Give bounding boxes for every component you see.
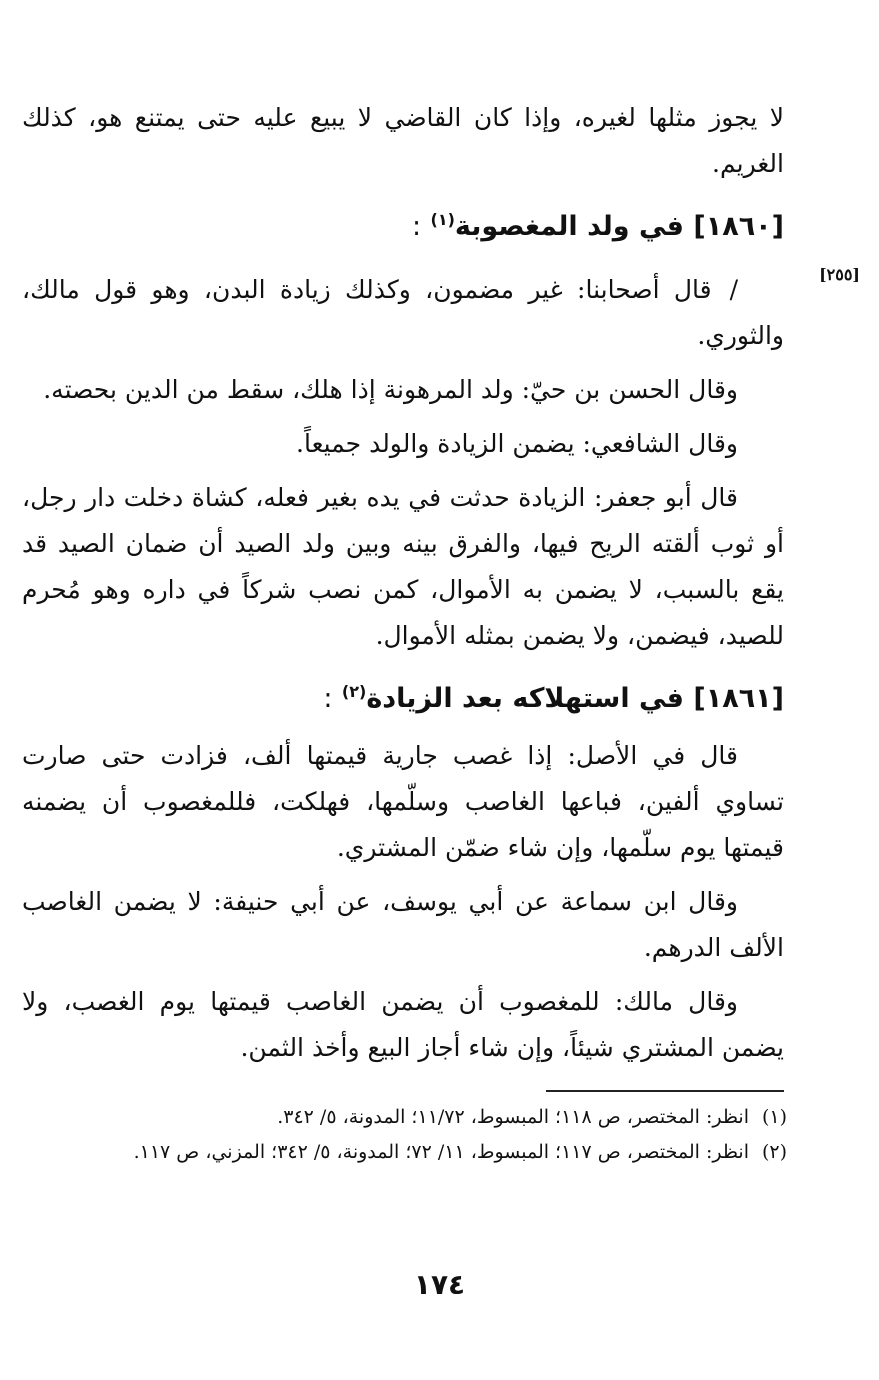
section-heading-1861	[22, 673, 784, 725]
footnote-text-1: انظر: المختصر، ص ١١٨؛ المبسوط، ١١/٧٢؛ المدونة، ٥/ ٣٤٢.	[277, 1106, 749, 1128]
footnote-text-2: انظر: المختصر، ص ١١٧؛ المبسوط، ١١/ ٧٢؛ المدونة، ٥/ ٣٤٢؛ المزني، ص ١١٧.	[133, 1141, 749, 1163]
section-title-1860: في ولد المغصوبة	[454, 211, 684, 242]
paragraph-shafii: وقال الشافعي: يضمن الزيادة والولد جميعاً.	[296, 429, 738, 458]
section-number-1861: [١٨٦١]	[693, 683, 784, 714]
paragraph-asl: قال في الأصل: إذا غصب جارية قيمتها ألف، فزادت حتى صارت تساوي ألفين، فباعها الغاصب وسلّمها، فهلكت، فللمغصوب أن يضمنه قيمتها يوم سلّمها، وإن شاء ضمّن المشتري.	[22, 741, 784, 862]
section-heading-1860	[22, 201, 784, 253]
margin-page-marker: [٢٥٥]	[819, 265, 860, 284]
footnote-number-1: (١)	[761, 1106, 787, 1128]
paragraph-abu-jafar: قال أبو جعفر: الزيادة حدثت في يده بغير فعله، كشاة دخلت دار رجل، أو ثوب ألقته الريح فيها، والفرق بينه وبين ولد الصيد أن ضمان الصيد قد يقع بالسبب، لا يضمن به الأموال، كمن نصب شركاً في داره وهو مُحرم للصيد، فيضمن، ولا يضمن بمثله الأموال.	[22, 483, 784, 650]
footnote-divider	[546, 1090, 784, 1092]
footnote-ref-2[interactable]: (٢)	[341, 682, 367, 701]
footnotes	[22, 1100, 787, 1170]
footnote-2	[22, 1135, 787, 1170]
section-colon-1860: :	[411, 211, 422, 242]
paragraph-intro: لا يجوز مثلها لغيره، وإذا كان القاضي لا يبيع عليه حتى يمتنع هو، كذلك الغريم.	[22, 103, 784, 178]
footnote-number-2: (٢)	[761, 1141, 787, 1163]
footnote-ref-1[interactable]: (١)	[430, 210, 455, 229]
paragraph-ibn-samaa: وقال ابن سماعة عن أبي يوسف، عن أبي حنيفة: لا يضمن الغاصب الألف الدرهم.	[22, 887, 784, 962]
paragraph-malik: وقال مالك: للمغصوب أن يضمن الغاصب قيمتها يوم الغصب، ولا يضمن المشتري شيئاً، وإن شاء أجاز البيع وأخذ الثمن.	[22, 987, 784, 1062]
section-number-1860: [١٨٦٠]	[693, 211, 784, 242]
paragraph-ashab-text: قال أصحابنا: غير مضمون، وكذلك زيادة البدن، وهو قول مالك، والثوري.	[22, 275, 784, 350]
paragraph-ashab	[22, 267, 784, 359]
section-title-1861: في استهلاكه بعد الزيادة	[366, 683, 684, 714]
paragraph-hasan: وقال الحسن بن حيّ: ولد المرهونة إذا هلك، سقط من الدين بحصته.	[43, 375, 738, 404]
section-colon-1861: :	[323, 683, 333, 714]
page-body	[22, 95, 860, 1071]
paragraph-ashab-block	[22, 265, 860, 359]
page-break-slash: /	[729, 275, 738, 304]
footnote-1	[22, 1100, 787, 1135]
page-number: ١٧٤	[413, 1268, 466, 1301]
